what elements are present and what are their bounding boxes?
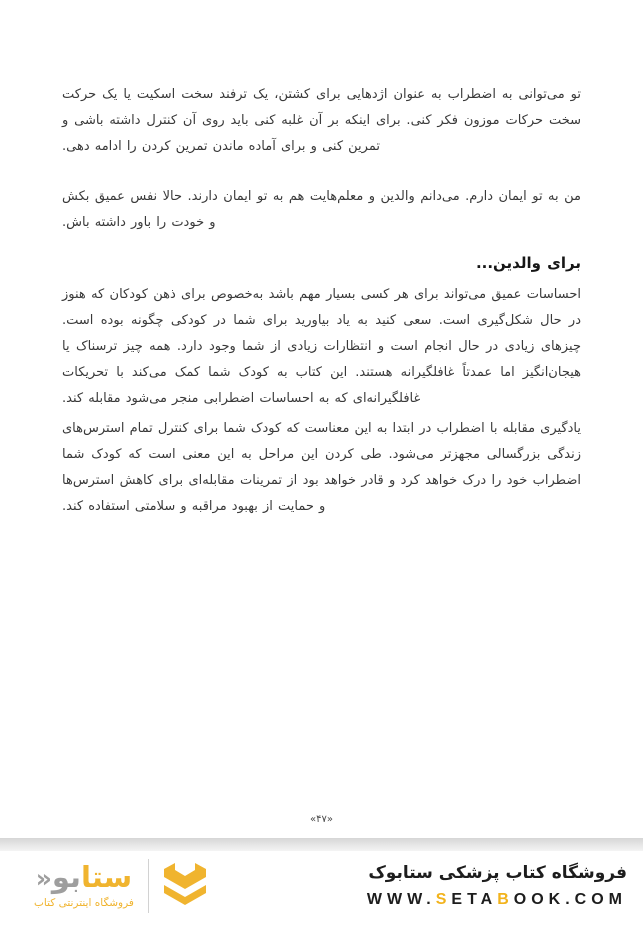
logo-wordmark [34,859,134,894]
page-footer-divider [0,838,643,851]
page-number: «۴۷» [310,814,333,825]
paragraph: من به تو ایمان دارم. می‌دانم والدین و معلم‌هایت هم به تو ایمان دارند. حالا نفس عمیق بکش و خودت را باور داشته باش. [62,189,581,230]
url-part: ETA [451,890,498,908]
logo-kaf-arrow-icon: « [35,863,52,893]
paragraph: احساسات عمیق می‌تواند برای هر کسی بسیار مهم باشد به‌خصوص برای ذهن کودکان که هنوز در حال شکل‌گیری است. سعی کنید به یاد بیاورید برای شما در کودکی چگونه بوده است. چیزهای زیادی در حال انجام است و انتظارات زیادی از شما وجود دارد. همه چیز ترسناک یا هیجان‌انگیز اما عمدتاً غافلگیرانه هستند. این کتاب به کودک شما کمک می‌کند با تحریکات غافلگیرانه‌ای که به احساسات اضطرابی منجر می‌شود مقابله کند. [62,287,581,406]
section-heading: برای والدین... [475,254,581,272]
page-text-block [62,82,581,520]
logo-wordmark-gold: ستا [80,859,133,894]
brand-text-block [367,862,627,909]
logo-wordmark-gray: بو [51,859,81,894]
setabook-logo [34,859,208,913]
url-letter-s: S [435,890,452,908]
store-url [367,891,627,909]
store-title: فروشگاه کتاب پزشکی ستابوک [368,863,627,884]
url-letter-b: B [497,890,514,908]
url-part: OOK.COM [513,890,627,908]
footer-brand-bar [0,851,643,926]
logo-text-column [34,859,134,909]
logo-divider-line [148,859,149,913]
logo-chevron-emblem-icon [162,859,208,913]
paragraph: تو می‌توانی به اضطراب به عنوان اژدهایی برای کشتن، یک ترفند سخت اسکیت یا یک حرکت سخت حرکات موزون فکر کنی. برای اینکه بر آن غلبه کنی باید روی آن کنترل داشته باشی و تمرین کنی و برای آماده ماندن تمرین کردن را ادامه دهی. [62,87,581,154]
logo-tagline: فروشگاه اینترنتی کتاب [34,896,134,909]
url-part: WWW. [366,890,436,908]
paragraph: یادگیری مقابله با اضطراب در ابتدا به این معناست که کودک شما برای کنترل تمام استرس‌های زندگی بزرگسالی مجهزتر می‌شود. طی کردن این مراحل به این معنی است که کودک شما اضطراب خود را درک خواهد کرد و قادر خواهد بود از تمرینات مقابله‌ای برای کاهش استرس‌ها و حمایت از بهبود مراقبه و سلامتی استفاده کند. [62,421,581,514]
